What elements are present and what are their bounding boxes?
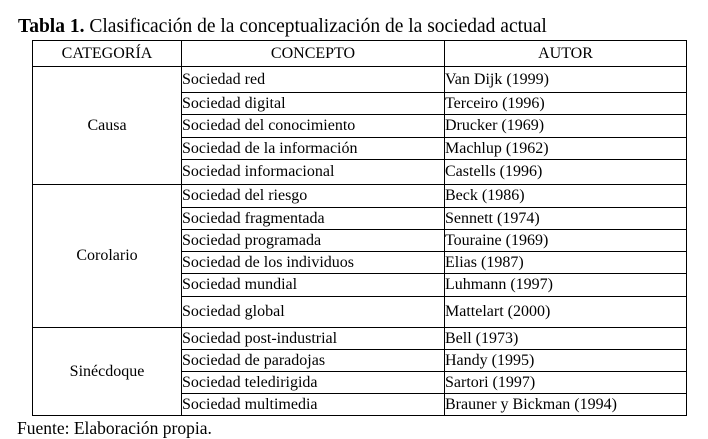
category-cell: Corolario [33,185,182,328]
caption-label: Tabla 1. [18,16,85,37]
classification-table [32,40,687,416]
header-autor: AUTOR [445,41,687,67]
author-cell: Mattelart (2000) [445,297,687,328]
author-cell: Sartori (1997) [445,372,687,394]
author-cell: Castells (1996) [445,160,687,185]
concept-cell: Sociedad fragmentada [182,208,445,230]
author-cell: Beck (1986) [445,185,687,208]
author-cell: Van Dijk (1999) [445,67,687,93]
author-cell: Luhmann (1997) [445,274,687,297]
concept-cell: Sociedad mundial [182,274,445,297]
header-concepto: CONCEPTO [182,41,445,67]
table-row [33,185,687,208]
concept-cell: Sociedad informacional [182,160,445,185]
concept-cell: Sociedad post-industrial [182,328,445,350]
caption-text: Clasificación de la conceptualización de la sociedad actual [84,16,547,37]
concept-cell: Sociedad programada [182,230,445,252]
source-note: Fuente: Elaboración propia. [17,418,212,438]
author-cell: Drucker (1969) [445,115,687,138]
concept-cell: Sociedad de los individuos [182,252,445,274]
header-categoria: CATEGORÍA [33,41,182,67]
concept-cell: Sociedad de la información [182,138,445,160]
author-cell: Handy (1995) [445,350,687,372]
author-cell: Brauner y Bickman (1994) [445,394,687,416]
author-cell: Machlup (1962) [445,138,687,160]
table-row [33,67,687,93]
concept-cell: Sociedad digital [182,93,445,115]
concept-cell: Sociedad teledirigida [182,372,445,394]
concept-cell: Sociedad multimedia [182,394,445,416]
author-cell: Bell (1973) [445,328,687,350]
concept-cell: Sociedad del conocimiento [182,115,445,138]
concept-cell: Sociedad red [182,67,445,93]
table-caption [18,16,547,38]
header-row [33,41,687,67]
author-cell: Sennett (1974) [445,208,687,230]
category-cell: Causa [33,67,182,185]
table-row [33,328,687,350]
author-cell: Touraine (1969) [445,230,687,252]
author-cell: Terceiro (1996) [445,93,687,115]
concept-cell: Sociedad del riesgo [182,185,445,208]
category-cell: Sinécdoque [33,328,182,416]
author-cell: Elias (1987) [445,252,687,274]
concept-cell: Sociedad de paradojas [182,350,445,372]
concept-cell: Sociedad global [182,297,445,328]
